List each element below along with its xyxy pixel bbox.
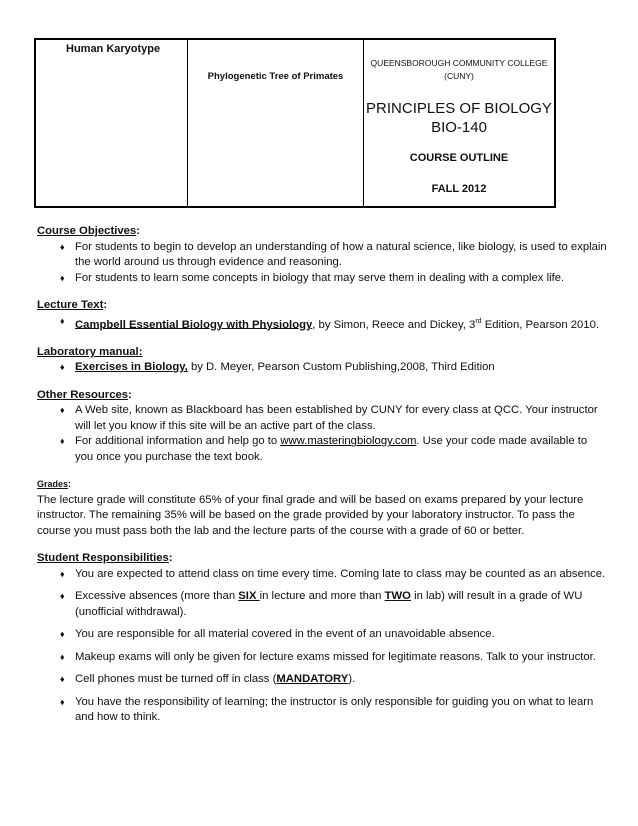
course-code: BIO-140: [431, 119, 487, 136]
resources-section: [37, 388, 607, 466]
list-item: ♦ You have the responsibility of learning; the instructor is only responsible for guiding you on what to learn and how to think.: [60, 695, 594, 724]
phylogenetic-cell: [188, 40, 364, 206]
grades-text: The lecture grade will constitute 65% of your final grade and will be based on exams prepared by your lecture instructor. The remaining 35% will be based on the grade provided by your laboratory instructor. To pass the course you must pass both the lab and the lecture parts of the course with a grade of 60 or better.: [37, 493, 584, 537]
lecture-text-section: [37, 298, 607, 333]
lab-manual-title: Exercises in Biology,: [75, 361, 188, 374]
karyotype-label: Human Karyotype: [66, 43, 161, 55]
lab-manual-heading: Laboratory manual:: [37, 345, 143, 358]
list-item: ♦ You are expected to attend class on time every time. Coming late to class may be counted as an absence.: [60, 567, 607, 583]
diamond-bullet-icon: ♦: [60, 241, 65, 252]
doc-title: COURSE OUTLINE: [409, 152, 509, 164]
diamond-bullet-icon: ♦: [60, 629, 65, 640]
phylogenetic-label: Phylogenetic Tree of Primates: [207, 71, 344, 82]
list-item: ♦ For additional information and help go to www.masteringbiology.com. Use your code made available to you once you purchase the text book.: [60, 435, 588, 463]
lab-manual-section: [37, 345, 607, 376]
list-item: ♦ Excessive absences (more than SIX in lecture and more than TWO in lab) will result in a grade of WU (unofficial withdrawal).: [60, 590, 583, 618]
list-item: ♦ For students to begin to develop an understanding of how a natural science, like biology, is used to explain the world around us through evidence and reasoning.: [60, 240, 607, 268]
course-name: [364, 99, 554, 137]
list-item: ♦ You are responsible for all material covered in the event of an unavoidable absence.: [60, 627, 607, 643]
objectives-section: [37, 224, 607, 286]
diamond-bullet-icon: ♦: [60, 405, 65, 416]
course-title: PRINCIPLES OF BIOLOGY: [366, 100, 552, 117]
objectives-heading: Course Objectives:: [37, 225, 140, 237]
diamond-bullet-icon: ♦: [60, 315, 65, 326]
diamond-bullet-icon: ♦: [60, 436, 65, 447]
grades-heading: Grades:: [37, 479, 72, 490]
title-cell: [364, 40, 554, 206]
college-sub-line: (CUNY): [444, 71, 474, 81]
list-item: ♦ Cell phones must be turned off in class (MANDATORY).: [60, 672, 607, 688]
list-item: ♦ For students to learn some concepts in biology that may serve them in dealing with a complex life.: [60, 271, 607, 287]
header-table: [34, 38, 556, 208]
college-name: [364, 57, 554, 83]
diamond-bullet-icon: ♦: [60, 362, 65, 373]
textbook-title: Campbell Essential Biology with Physiology: [75, 318, 313, 331]
responsibilities-heading: Student Responsibilities:: [37, 552, 173, 565]
diamond-bullet-icon: ♦: [60, 272, 65, 283]
masteringbiology-link[interactable]: www.masteringbiology.com: [280, 435, 417, 448]
karyotype-cell: [36, 40, 188, 206]
resources-heading: Other Resources:: [37, 388, 132, 401]
responsibilities-section: [37, 551, 607, 726]
diamond-bullet-icon: ♦: [60, 696, 65, 707]
college-line: QUEENSBOROUGH COMMUNITY COLLEGE: [370, 58, 548, 68]
outline-content: [37, 224, 607, 738]
term: FALL 2012: [431, 183, 487, 195]
grades-section: [37, 477, 607, 539]
list-item: ♦ Campbell Essential Biology with Physiology, by Simon, Reece and Dickey, 3rd Edition, Pearson 2010.: [60, 315, 600, 331]
diamond-bullet-icon: ♦: [60, 568, 65, 579]
diamond-bullet-icon: ♦: [60, 591, 65, 602]
list-item: ♦ A Web site, known as Blackboard has been established by CUNY for every class at QCC. Your instructor will let you know if this site will be an active part of the class.: [60, 404, 598, 432]
diamond-bullet-icon: ♦: [60, 674, 65, 685]
diamond-bullet-icon: ♦: [60, 651, 65, 662]
lecture-text-heading: Lecture Text:: [37, 299, 108, 311]
list-item: ♦ Exercises in Biology, by D. Meyer, Pearson Custom Publishing,2008, Third Edition: [60, 360, 607, 376]
list-item: ♦ Makeup exams will only be given for lecture exams missed for legitimate reasons. Talk to your instructor.: [60, 650, 607, 666]
